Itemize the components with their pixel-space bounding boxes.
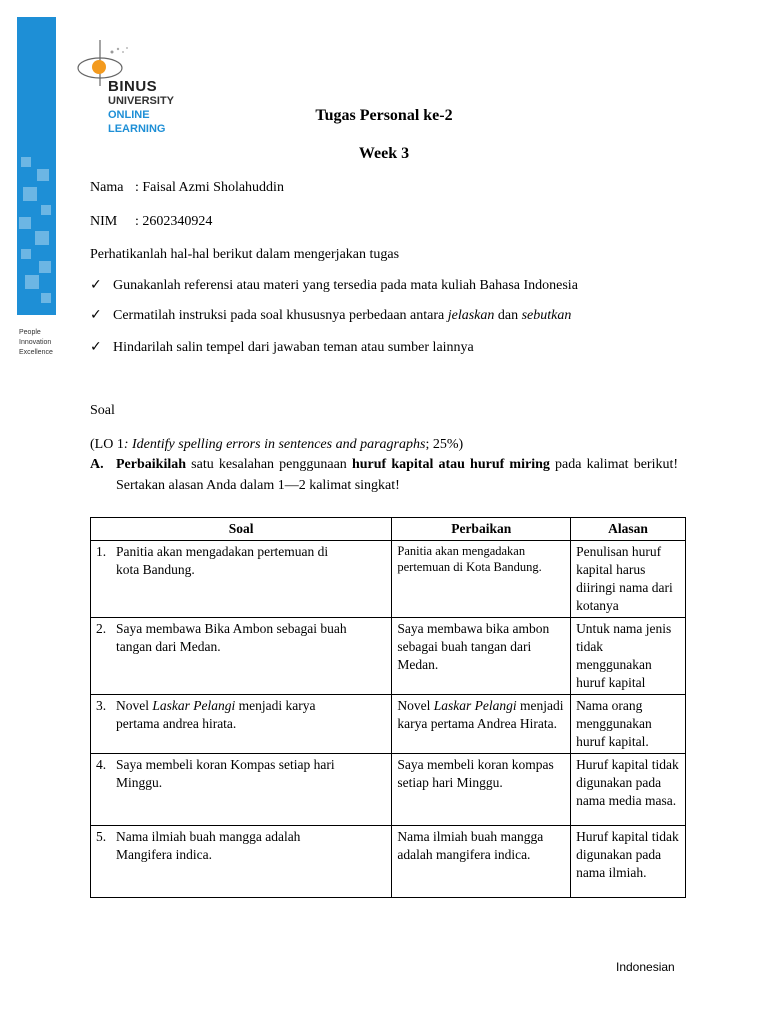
logo-tagline: People Innovation Excellence (19, 329, 53, 356)
alasan-cell: Untuk nama jenis tidak menggunakan huruf kapital (571, 618, 686, 695)
perbaikan-cell: Nama ilmiah buah mangga adalah mangifera indica. (392, 826, 571, 898)
checkmark-icon: ✓ (90, 307, 102, 323)
alasan-cell: Huruf kapital tidak digunakan pada nama media masa. (571, 754, 686, 826)
alasan-cell: Huruf kapital tidak digunakan pada nama ilmiah. (571, 826, 686, 898)
soal-heading: Soal (90, 403, 115, 418)
learning-outcome: (LO 1: Identify spelling errors in sentences and paragraphs; 25%) (90, 437, 464, 452)
instruction-item: Cermatilah instruksi pada soal khususnya perbedaan antara jelaskan dan sebutkan (113, 308, 572, 323)
page-subtitle: Week 3 (358, 145, 410, 162)
question-letter: A. (90, 457, 104, 472)
soal-cell: 3. Novel Laskar Pelangi menjadi karya pertama andrea hirata. (91, 695, 392, 754)
instructions-intro: Perhatikanlah hal-hal berikut dalam mengerjakan tugas (90, 247, 400, 262)
instruction-item: Gunakanlah referensi atau materi yang tersedia pada mata kuliah Bahasa Indonesia (113, 278, 578, 293)
perbaikan-cell: Panitia akan mengadakan pertemuan di Kota Bandung. (392, 541, 571, 618)
name-label: Nama (90, 180, 124, 195)
alasan-cell: Penulisan huruf kapital harus diiringi nama dari kotanya (571, 541, 686, 618)
table-header-row (91, 518, 686, 541)
table-row (91, 695, 686, 754)
column-header: Perbaikan (392, 518, 571, 541)
name-value: : Faisal Azmi Sholahuddin (135, 180, 284, 195)
checkmark-icon: ✓ (90, 339, 102, 355)
soal-cell: 4. Saya membeli koran Kompas setiap hari Minggu. (91, 754, 392, 826)
logo-wordmark: BINUS UNIVERSITY ONLINE LEARNING (108, 78, 175, 135)
soal-cell: 2. Saya membawa Bika Ambon sebagai buah tangan dari Medan. (91, 618, 392, 695)
perbaikan-cell: Saya membawa bika ambon sebagai buah tangan dari Medan. (392, 618, 571, 695)
soal-cell: 5. Nama ilmiah buah mangga adalah Mangifera indica. (91, 826, 392, 898)
table-row (91, 618, 686, 695)
perbaikan-cell: Novel Laskar Pelangi menjadi karya pertama Andrea Hirata. (392, 695, 571, 754)
page-title: Tugas Personal ke-2 (315, 107, 453, 124)
footer-course-label: Indonesian (616, 960, 675, 974)
nim-label: NIM (90, 214, 118, 229)
question-text: Perbaikilah satu kesalahan penggunaan huruf kapital atau huruf miring pada kalimat berikut! Sertakan alasan Anda dalam 1—2 kalimat singkat! (116, 457, 679, 493)
checkmark-icon: ✓ (90, 277, 102, 293)
alasan-cell: Nama orang menggunakan huruf kapital. (571, 695, 686, 754)
perbaikan-cell: Saya membeli koran kompas setiap hari Minggu. (392, 754, 571, 826)
column-header: Alasan (571, 518, 686, 541)
table-row (91, 754, 686, 826)
instruction-item: Hindarilah salin tempel dari jawaban teman atau sumber lainnya (113, 340, 474, 355)
brand-sidebar-strip (17, 17, 56, 315)
answer-table (90, 517, 686, 898)
soal-cell: 1. Panitia akan mengadakan pertemuan di kota Bandung. (91, 541, 392, 618)
nim-value: : 2602340924 (135, 214, 213, 229)
table-row (91, 826, 686, 898)
column-header: Soal (91, 518, 392, 541)
table-row (91, 541, 686, 618)
